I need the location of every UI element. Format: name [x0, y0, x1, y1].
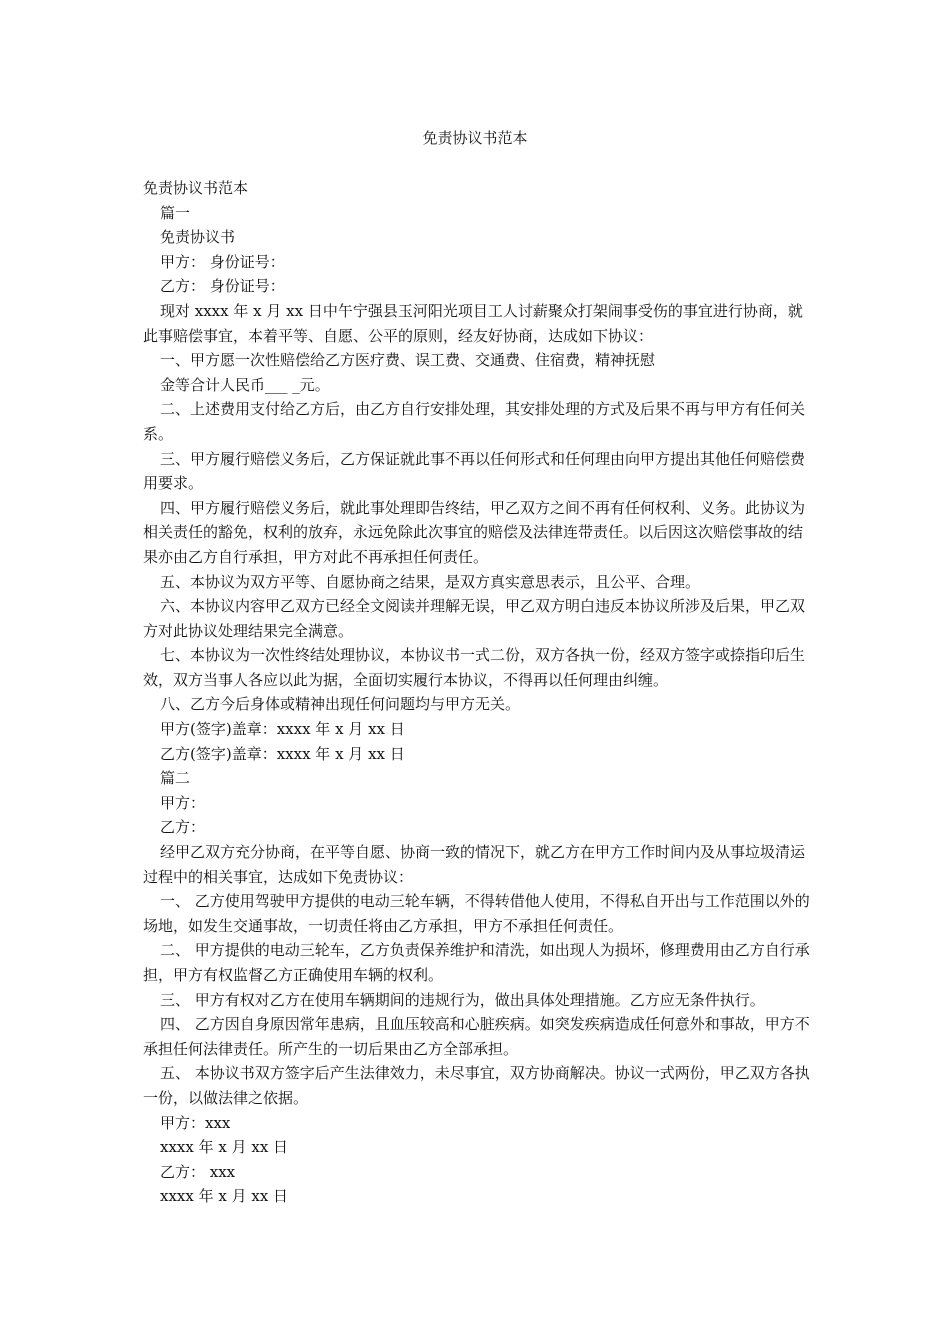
paragraph: 乙方：: [160, 818, 206, 837]
paragraph: 甲方： 身份证号：: [160, 252, 285, 271]
paragraph: 金等合计人民币___ _元。: [160, 375, 330, 394]
document-body: [143, 176, 811, 1209]
paragraph: 乙方(签字)盖章：xxxx 年 x 月 xx 日: [160, 744, 405, 763]
paragraph: xxxx 年 x 月 xx 日: [160, 1187, 289, 1206]
paragraph: 甲方：xxx: [160, 1113, 231, 1132]
paragraph: 八、乙方今后身体或精神出现任何问题均与甲方无关。: [160, 695, 521, 714]
paragraph: 七、本协议为一次性终结处理协议，本协议书一式二份，双方各执一份，经双方签字或捺指印后生效，双方当事人各应以此为据，全面切实履行本协议，不得再以任何理由纠缠。: [143, 646, 806, 689]
paragraph: 三、甲方履行赔偿义务后，乙方保证就此事不再以任何形式和任何理由向甲方提出其他任何赔偿费用要求。: [143, 449, 806, 493]
document-title: 免责协议书范本: [422, 129, 528, 147]
paragraph: 三、 甲方有权对乙方在使用车辆期间的违规行为，做出具体处理措施。乙方应无条件执行。: [160, 990, 765, 1009]
paragraph: 乙方： xxx: [160, 1162, 236, 1181]
paragraph: 四、甲方履行赔偿义务后，就此事处理即告终结，甲乙双方之间不再有任何权利、义务。此协议为相关责任的豁免，权利的放弃，永远免除此次事宜的赔偿及法律连带责任。以后因这次赔偿事故的结果亦由乙方自行承担，甲方对此不再承担任何责任。: [143, 498, 806, 566]
paragraph: 甲方：: [160, 793, 206, 812]
paragraph: 五、本协议为双方平等、自愿协商之结果，是双方真实意思表示，且公平、合理。: [160, 572, 701, 591]
paragraph: 二、上述费用支付给乙方后，由乙方自行安排处理，其安排处理的方式及后果不再与甲方有任何关系。: [143, 400, 806, 443]
paragraph: 免责协议书范本: [143, 179, 249, 197]
paragraph: 篇一: [160, 203, 191, 222]
paragraph: 四、 乙方因自身原因常年患病，且血压较高和心脏疾病。如突发疾病造成任何意外和事故，甲方不承担任何法律责任。所产生的一切后果由乙方全部承担。: [143, 1015, 810, 1058]
paragraph: xxxx 年 x 月 xx 日: [160, 1138, 289, 1157]
paragraph: 免责协议书: [160, 228, 236, 247]
paragraph: 一、甲方愿一次性赔偿给乙方医疗费、误工费、交通费、住宿费，精神抚慰: [160, 351, 656, 370]
paragraph: 现对 xxxx 年 x 月 xx 日中午宁强县玉河阳光项目工人讨薪聚众打架闹事受伤的事宜进行协商，就此事赔偿事宜，本着平等、自愿、公平的原则，经友好协商，达成如下协议：: [143, 301, 803, 345]
paragraph: 一、 乙方使用驾驶甲方提供的电动三轮车辆，不得转借他人使用，不得私自开出与工作范围以外的场地，如发生交通事故，一切责任将由乙方承担，甲方不承担任何责任。: [143, 892, 810, 935]
paragraph: 六、本协议内容甲乙双方已经全文阅读并理解无误，甲乙双方明白违反本协议所涉及后果，甲乙双方对此协议处理结果完全满意。: [143, 597, 806, 640]
paragraph: 乙方： 身份证号：: [160, 277, 285, 296]
paragraph: 甲方(签字)盖章：xxxx 年 x 月 xx 日: [160, 720, 405, 739]
paragraph: 五、 本协议书双方签字后产生法律效力，未尽事宜，双方协商解决。协议一式两份，甲乙双方各执一份，以做法律之依据。: [143, 1064, 810, 1107]
paragraph: 篇二: [160, 769, 191, 788]
paragraph: 经甲乙双方充分协商，在平等自愿、协商一致的情况下，就乙方在甲方工作时间内及从事垃圾清运过程中的相关事宜，达成如下免责协议：: [143, 843, 806, 886]
paragraph: 二、 甲方提供的电动三轮车，乙方负责保养维护和清洗，如出现人为损坏，修理费用由乙方自行承担，甲方有权监督乙方正确使用车辆的权利。: [143, 941, 810, 984]
